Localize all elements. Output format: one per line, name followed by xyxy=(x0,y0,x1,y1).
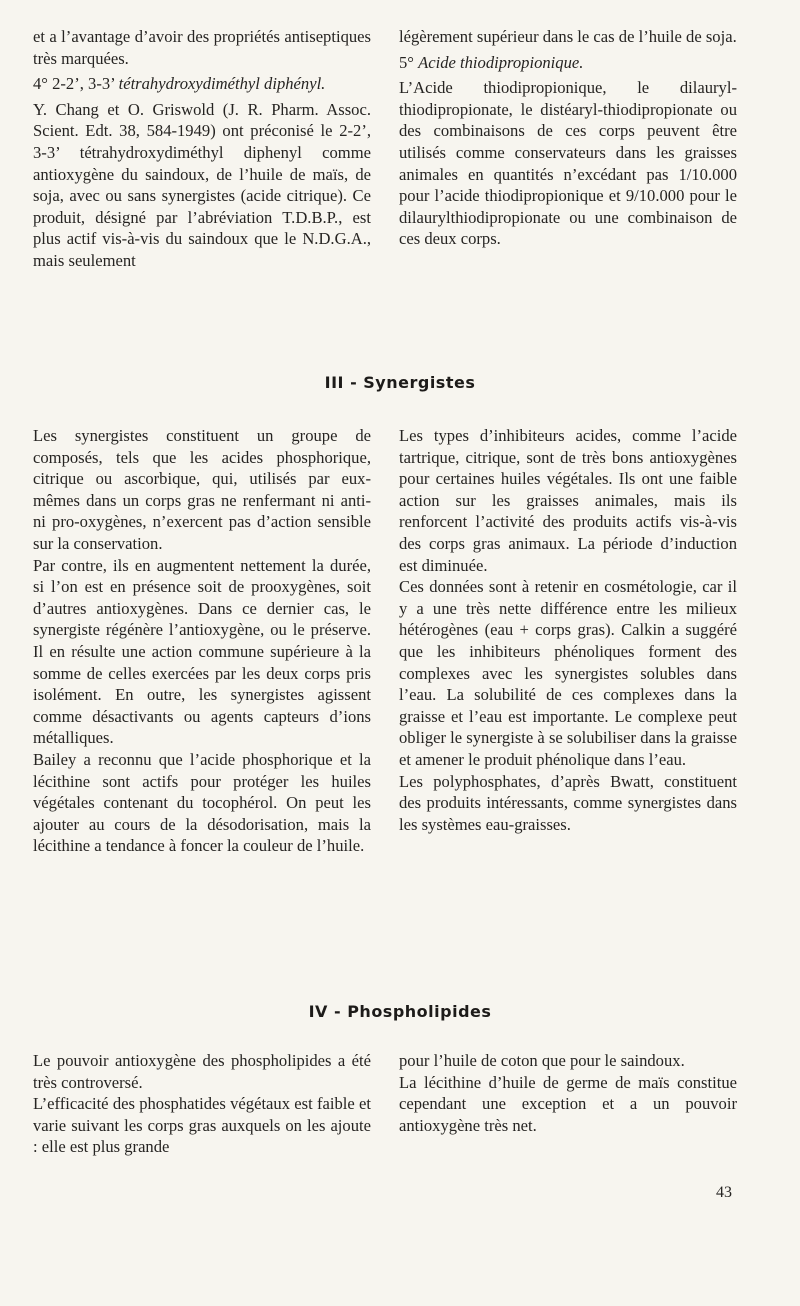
paragraph: Ces données sont à retenir en cosmétologie, car il y a une très nette différence entre les milieux hétérogènes (eau + corps gras). Calkin a suggéré que les inhibiteurs phénoliques forment des complexes avec les synergistes solubles dans l’eau. La solubilité de ces complexes dans la graisse et l’eau est importante. Le complexe peut obliger le synergiste à se solubiliser dans la graisse et amener le produit phénolique dans l’eau. xyxy=(399,577,737,769)
list-item-heading xyxy=(33,73,371,95)
section-3-right-column xyxy=(399,425,737,835)
top-left-column xyxy=(33,26,371,272)
top-right-column xyxy=(399,26,737,250)
paragraph: L’efficacité des phosphatides végétaux est faible et varie suivant les corps gras auxquels on les ajoute : elle est plus grande xyxy=(33,1094,371,1157)
paragraph: Les polyphosphates, d’après Bwatt, constituent des produits intéressants, comme synergistes dans les systèmes eau-graisses. xyxy=(399,771,737,834)
item-prefix: 5° xyxy=(399,52,419,72)
page-number: 43 xyxy=(716,1184,732,1201)
paragraph: Les synergistes constituent un groupe de composés, tels que les acides phosphorique, citrique ou ascorbique, qui, utilisés par eux-mêmes dans un corps gras ne renfermant ni anti- ni pro-oxygènes, n’exercent pas d’action sensible sur la conservation. xyxy=(33,426,371,553)
list-item-heading xyxy=(399,52,737,74)
section-4-right-column xyxy=(399,1050,737,1136)
paragraph: L’Acide thiodipropionique, le dilauryl-thiodipropionate, le distéaryl-thiodipropionate ou des combinaisons de ces corps peuvent être utilisés comme conservateurs dans les graisses animales en quantités n’excédant pas 1/10.000 pour l’acide thiodipropionique et 9/10.000 pour le dilaurylthiodipropionate ou une combinaison de ces deux corps. xyxy=(399,78,737,249)
section-3-left-column xyxy=(33,425,371,857)
item-prefix: 4° 2-2’, 3-3’ xyxy=(33,74,119,94)
paragraph: Y. Chang et O. Griswold (J. R. Pharm. Assoc. Scient. Edt. 38, 584-1949) ont préconisé le 2-2’, 3-3’ tétrahydroxydiméthyl diphenyl comme antioxygène du saindoux, de l’huile de maïs, de soja, avec ou sans synergistes (acide citrique). Ce produit, désigné par l’abréviation T.D.B.P., est plus actif vis-à-vis du saindoux que le N.D.G.A., mais seulement xyxy=(33,99,371,270)
item-title: tétrahydroxydiméthyl diphényl. xyxy=(118,74,326,94)
section-heading-synergistes: III - Synergistes xyxy=(324,373,476,392)
paragraph: Le pouvoir antioxygène des phospholipides a été très controversé. xyxy=(33,1051,371,1092)
paragraph: et a l’avantage d’avoir des propriétés antiseptiques très marquées. xyxy=(33,27,371,68)
paragraph: pour l’huile de coton que pour le saindoux. xyxy=(399,1051,685,1070)
paragraph: Les types d’inhibiteurs acides, comme l’acide tartrique, citrique, sont de très bons antioxygènes pour certaines huiles végétales. Ils ont une faible action sur les graisses animales, mais ils renforcent l’activité des produits actifs vis-à-vis des corps gras animaux. La période d’induction est diminuée. xyxy=(399,426,737,575)
paragraph: légèrement supérieur dans le cas de l’huile de soja. xyxy=(399,27,737,46)
item-title: Acide thiodipropionique. xyxy=(418,52,584,72)
paragraph: La lécithine d’huile de germe de maïs constitue cependant une exception et a un pouvoir antioxygène très net. xyxy=(399,1072,737,1135)
section-4-left-column xyxy=(33,1050,371,1158)
paragraph: Par contre, ils en augmentent nettement la durée, si l’on est en présence soit de prooxygènes, soit d’autres antioxygènes. Dans ce dernier cas, le synergiste régénère l’antioxygène, ou le préserve. Il en résulte une action commune supérieure à la somme de celles exercées par les deux corps pris isolément. En outre, les synergistes agissent comme désactivants ou agents capteurs d’ions métalliques. xyxy=(33,555,371,748)
paragraph: Bailey a reconnu que l’acide phosphorique et la lécithine sont actifs pour protéger les huiles végétales contenant du tocophérol. On peut les ajouter au cours de la désodorisation, mais la lécithine a tendance à foncer la couleur de l’huile. xyxy=(33,749,371,856)
section-heading-phospholipides: IV - Phospholipides xyxy=(308,1002,492,1021)
